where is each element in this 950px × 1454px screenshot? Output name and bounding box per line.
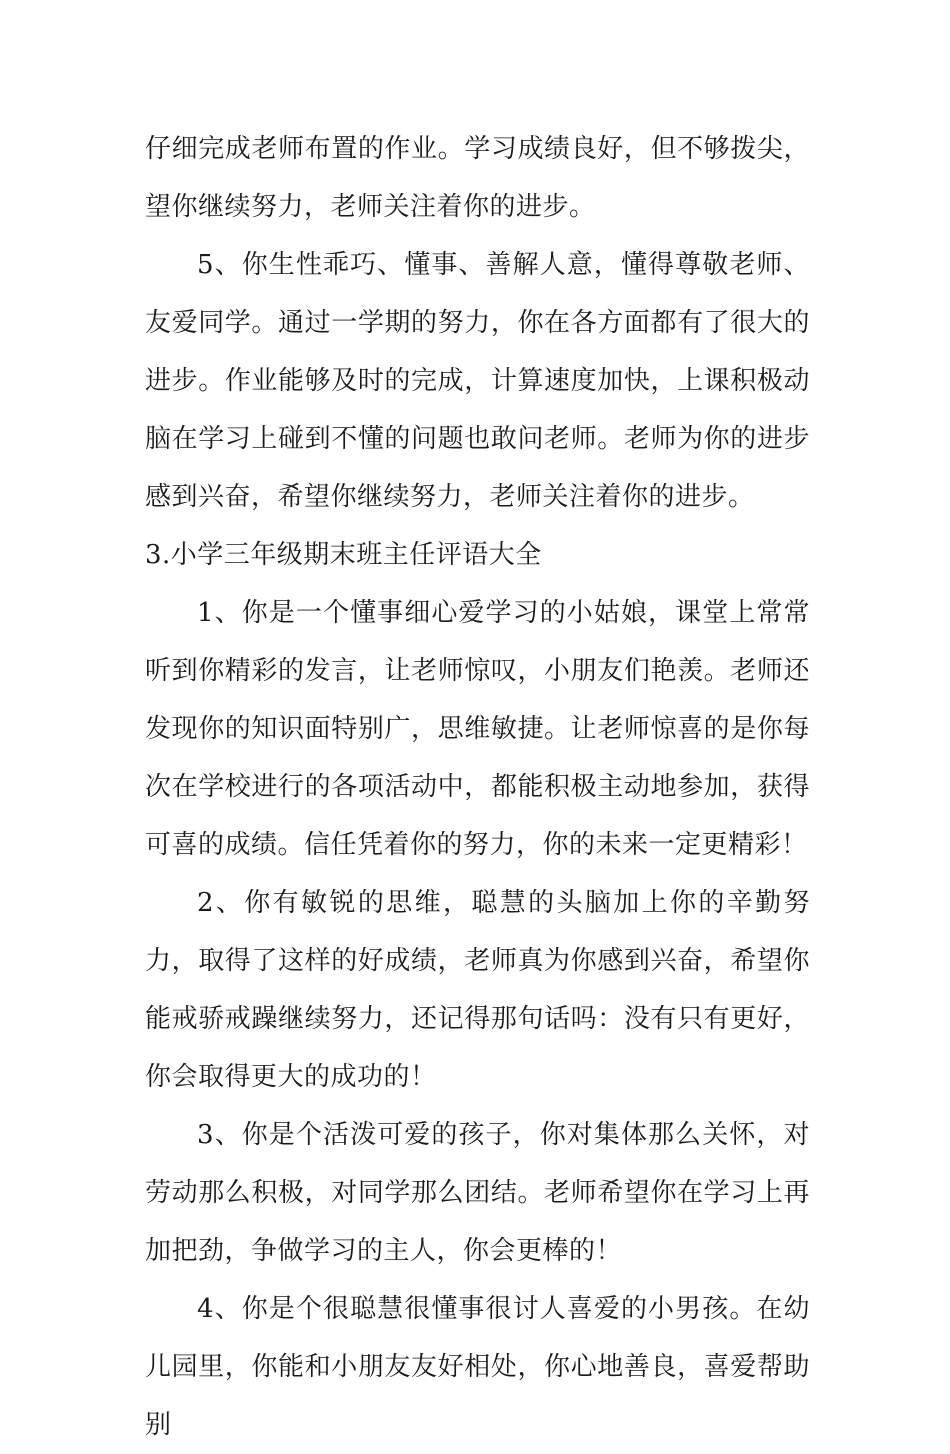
paragraph-comment-4: 4、你是个很聪慧很懂事很讨人喜爱的小男孩。在幼儿园里，你能和小朋友友好相处，你心地善良，喜爱帮助别	[145, 1294, 810, 1440]
section-heading: 3.小学三年级期末班主任评语大全	[145, 540, 542, 570]
paragraph-comment-1: 1、你是一个懂事细心爱学习的小姑娘，课堂上常常听到你精彩的发言，让老师惊叹，小朋友们艳羡。老师还发现你的知识面特别广，思维敏捷。让老师惊喜的是你每次在学校进行的各项活动中，都能积极主动地参加，获得可喜的成绩。信任凭着你的努力，你的未来一定更精彩！	[145, 598, 810, 860]
document-body	[145, 120, 810, 1454]
paragraph-continuation: 仔细完成老师布置的作业。学习成绩良好，但不够拨尖，望你继续努力，老师关注着你的进步。	[145, 134, 810, 222]
paragraph-comment-5: 5、你生性乖巧、懂事、善解人意，懂得尊敬老师、友爱同学。通过一学期的努力，你在各方面都有了很大的进步。作业能够及时的完成，计算速度加快，上课积极动脑在学习上碰到不懂的问题也敢问老师。老师为你的进步感到兴奋，希望你继续努力，老师关注着你的进步。	[145, 250, 810, 512]
paragraph-comment-3: 3、你是个活泼可爱的孩子，你对集体那么关怀，对劳动那么积极，对同学那么团结。老师希望你在学习上再加把劲，争做学习的主人，你会更棒的！	[145, 1120, 810, 1266]
paragraph-comment-2: 2、你有敏锐的思维，聪慧的头脑加上你的辛勤努力，取得了这样的好成绩，老师真为你感到兴奋，希望你能戒骄戒躁继续努力，还记得那句话吗：没有只有更好，你会取得更大的成功的！	[145, 888, 810, 1092]
